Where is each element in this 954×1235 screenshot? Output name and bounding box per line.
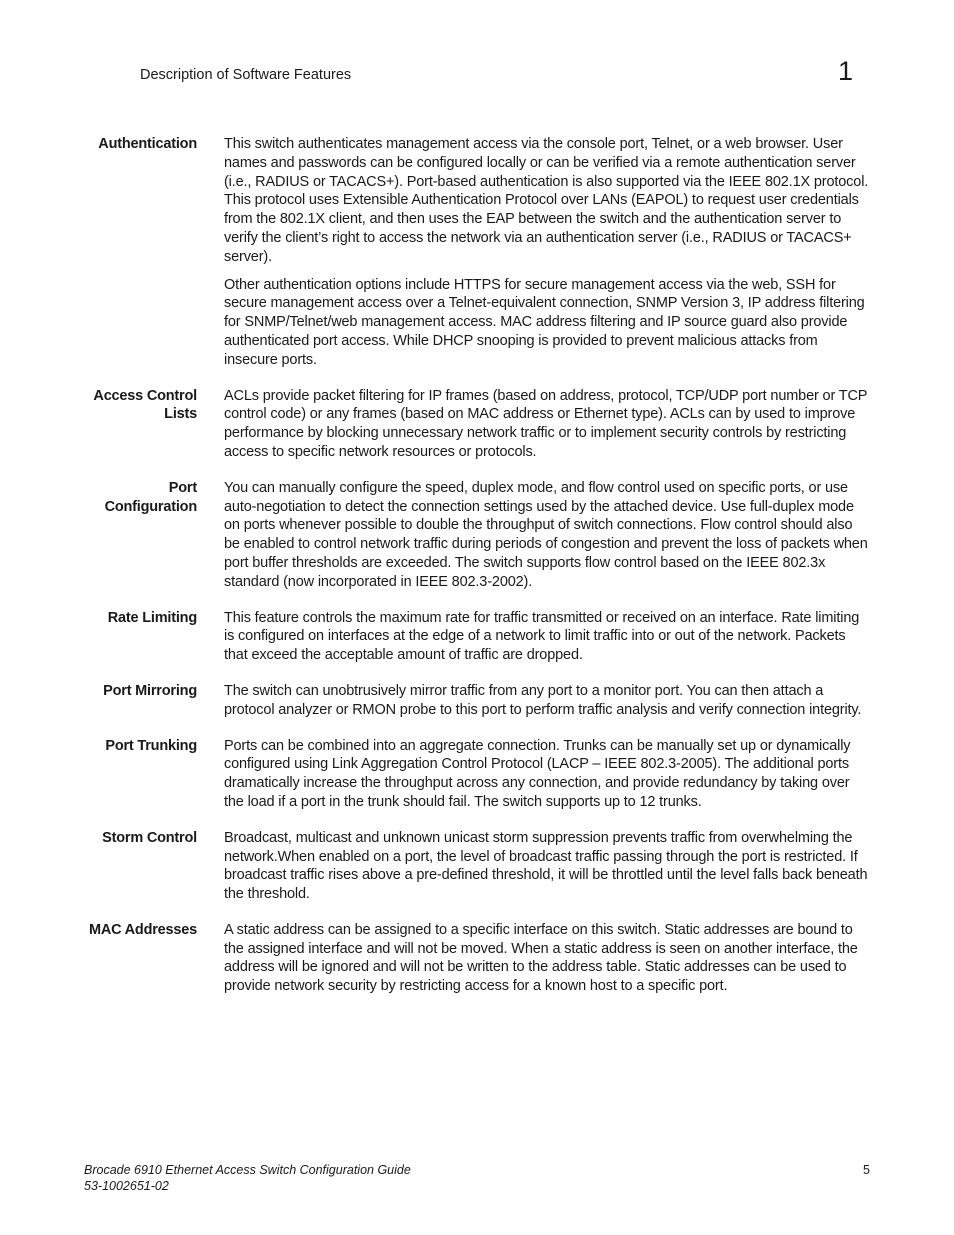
- section-body: [224, 737, 869, 812]
- feature-section: [0, 387, 954, 462]
- feature-section: [0, 609, 954, 665]
- section-body: [224, 829, 869, 904]
- feature-section: [0, 921, 954, 996]
- chapter-number: 1: [838, 56, 854, 86]
- section-body: [224, 135, 869, 370]
- section-heading: [0, 135, 197, 370]
- section-paragraph: The switch can unobtrusively mirror traffic from any port to a monitor port. You can then attach a protocol analyzer or RMON probe to this port to perform traffic analysis and verify connection integrity.: [224, 682, 862, 718]
- section-body: [224, 387, 869, 462]
- feature-section: [0, 829, 954, 904]
- section-paragraph: ACLs provide packet filtering for IP frames (based on address, protocol, TCP/UDP port number or TCP control code) or any frames (based on MAC address or Ethernet type). ACLs can by used to improve performance by blocking unnecessary network traffic or to implement security controls by restricting access to specific network resources or protocols.: [224, 387, 868, 460]
- section-paragraph: This feature controls the maximum rate for traffic transmitted or received on an interface. Rate limiting is configured on interfaces at the edge of a network to limit traffic into or out of the network. Packets that exceed the acceptable amount of traffic are dropped.: [224, 609, 860, 664]
- section-heading-line: MAC Addresses: [88, 921, 197, 938]
- section-heading-line: Lists: [164, 406, 197, 423]
- section-heading-line: Configuration: [104, 498, 197, 515]
- section-paragraph: A static address can be assigned to a specific interface on this switch. Static addresses are bound to the assigned interface and will not be moved. When a static address is seen on another interface, the address will be ignored and will not be written to the address table. Static addresses can be used to provide network security by restricting access for a known host to a specific port.: [224, 921, 858, 995]
- section-heading: [0, 682, 197, 720]
- section-heading: [0, 921, 197, 996]
- section-body: [224, 921, 869, 996]
- feature-sections: [0, 135, 954, 1013]
- section-heading-line: Port Trunking: [105, 737, 197, 754]
- feature-section: [0, 682, 954, 720]
- section-heading-line: Port: [168, 479, 197, 496]
- feature-section: [0, 135, 954, 370]
- footer-doc-number: 53-1002651-02: [84, 1179, 169, 1193]
- section-paragraph: Ports can be combined into an aggregate connection. Trunks can be manually set up or dynamically configured using Link Aggregation Control Protocol (LACP – IEEE 802.3-2005). The additional ports dramatically increase the throughput across any connection, and provide redundancy by taking over the load if a port in the trunk should fail. The switch supports up to 12 trunks.: [224, 737, 851, 810]
- section-paragraph: This switch authenticates management access via the console port, Telnet, or a web browser. User names and passwords can be configured locally or can be verified via a remote authentication server (i.e., RADIUS or TACACS+). Port-based authentication is also supported via the IEEE 802.1X protocol. This protocol uses Extensible Authentication Protocol over LANs (EAPOL) to request user credentials from the 802.1X client, and then uses the EAP between the switch and the authentication server to verify the client’s right to access the network via an authentication server (i.e., RADIUS or TACACS+ server).: [224, 136, 869, 265]
- section-paragraph: Other authentication options include HTTPS for secure management access via the web, SSH for secure management access over a Telnet-equivalent connection, SNMP Version 3, IP address filtering for SNMP/Telnet/web management access. MAC address filtering and IP source guard also provide authenticated port access. While DHCP snooping is provided to prevent malicious attacks from insecure ports.: [224, 276, 865, 368]
- section-heading: [0, 609, 197, 665]
- section-heading: [0, 479, 197, 592]
- footer-page-number: 5: [863, 1163, 870, 1177]
- feature-section: [0, 479, 954, 592]
- feature-section: [0, 737, 954, 812]
- section-heading-line: Port Mirroring: [103, 682, 197, 699]
- section-body: [224, 609, 869, 665]
- footer-guide-title: Brocade 6910 Ethernet Access Switch Configuration Guide: [84, 1163, 411, 1177]
- section-heading-line: Rate Limiting: [107, 609, 197, 626]
- section-body: [224, 479, 869, 592]
- section-paragraph: You can manually configure the speed, duplex mode, and flow control used on specific ports, or use auto-negotiation to detect the connection settings used by the attached device. Use full-duplex mode on ports whenever possible to double the throughput of switch connections. Flow control should also be enabled to control network traffic during periods of congestion and prevent the loss of packets when port buffer thresholds are exceeded. The switch supports flow control based on the IEEE 802.3x standard (now incorporated in IEEE 802.3-2002).: [224, 479, 868, 590]
- section-heading-line: Access Control: [93, 387, 197, 404]
- section-body: [224, 682, 869, 720]
- section-heading: [0, 387, 197, 462]
- section-heading: [0, 829, 197, 904]
- page-header-title: Description of Software Features: [140, 67, 352, 83]
- section-heading-line: Storm Control: [102, 829, 197, 846]
- section-paragraph: Broadcast, multicast and unknown unicast storm suppression prevents traffic from overwhelming the network.When enabled on a port, the level of broadcast traffic passing through the port is restricted. If broadcast traffic rises above a pre-defined threshold, it will be throttled until the level falls back beneath the threshold.: [224, 829, 868, 903]
- section-heading-line: Authentication: [98, 136, 197, 152]
- section-heading: [0, 737, 197, 812]
